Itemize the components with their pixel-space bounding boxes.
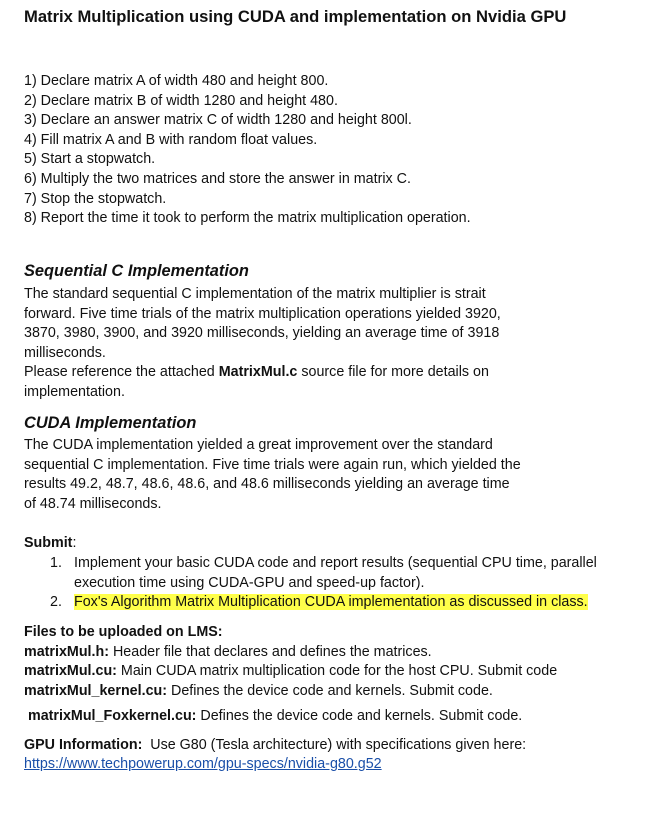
reference-line (24, 363, 544, 383)
cuda-paragraph (24, 436, 544, 514)
submit-label: Submit (24, 535, 73, 551)
list-item: 3) Declare an answer matrix C of width 1280 and height 800l. (24, 112, 412, 129)
file-desc: Main CUDA matrix multiplication code for the host CPU. Submit code (116, 663, 558, 680)
list-item: 1) Declare matrix A of width 480 and height 800. (24, 73, 329, 89)
paragraph-line: 3870, 3980, 3900, and 3920 milliseconds, yielding an average time of 3918 (24, 325, 500, 342)
paragraph-line: sequential C implementation. Five time trials were again run, which yielded the (24, 456, 521, 473)
steps-list (24, 72, 471, 229)
list-item-line: Implement your basic CUDA code and report results (sequential CPU time, parallel (74, 555, 597, 571)
list-item: 4) Fill matrix A and B with random float values. (24, 131, 318, 148)
paragraph-line: The CUDA implementation yielded a great improvement over the standard (24, 437, 493, 453)
file-desc: Defines the device code and kernels. Submit code. (167, 682, 493, 699)
paragraph-line: results 49.2, 48.7, 48.6, 48.6, and 48.6 milliseconds yielding an average time (24, 476, 510, 493)
sequential-heading: Sequential C Implementation (24, 262, 249, 280)
list-number: 2. (50, 594, 62, 611)
submit-colon: : (72, 535, 77, 551)
gpu-info (24, 736, 526, 756)
file-name: matrixMul_Foxkernel.cu: (28, 708, 197, 725)
file-name: matrixMul.h: (24, 643, 109, 660)
paragraph-line: of 48.74 milliseconds. (24, 495, 162, 512)
highlighted-text: Fox's Algorithm Matrix Multiplication CUDA implementation as discussed in class. (74, 594, 588, 611)
file-desc: Header file that declares and defines the matrices. (109, 643, 432, 660)
cuda-heading: CUDA Implementation (24, 414, 197, 432)
submit-heading (24, 534, 76, 554)
list-item: 8) Report the time it took to perform the matrix multiplication operation. (24, 210, 471, 227)
reference-suffix: source file for more details on (297, 364, 489, 381)
gpu-specs-link[interactable]: https://www.techpowerup.com/gpu-specs/nvidia-g80.g52 (24, 756, 382, 772)
list-item: 6) Multiply the two matrices and store the answer in matrix C. (24, 170, 411, 187)
sequential-paragraph (24, 285, 544, 403)
paragraph-line: milliseconds. (24, 344, 106, 361)
list-item (24, 682, 557, 702)
submit-list (24, 554, 624, 613)
file-name: matrixMul_kernel.cu: (24, 682, 168, 699)
list-item: 2) Declare matrix B of width 1280 and height 480. (24, 92, 338, 109)
list-item: 5) Start a stopwatch. (24, 151, 156, 168)
list-item-line: execution time using CUDA-GPU and speed-up factor). (74, 574, 425, 591)
paragraph-line: implementation. (24, 383, 125, 400)
files-list (24, 623, 557, 727)
paragraph-line: forward. Five time trials of the matrix multiplication operations yielded 3920, (24, 305, 501, 322)
list-item (24, 662, 557, 682)
list-number: 1. (50, 555, 62, 571)
list-item (24, 554, 624, 593)
reference-prefix: Please reference the attached (24, 364, 219, 381)
list-item (24, 707, 557, 727)
reference-file: MatrixMul.c (218, 364, 298, 381)
list-item (24, 643, 557, 663)
file-desc: Defines the device code and kernels. Submit code. (196, 708, 523, 725)
list-item: 7) Stop the stopwatch. (24, 190, 167, 207)
paragraph-line: The standard sequential C implementation of the matrix multiplier is strait (24, 286, 486, 302)
gpu-label: GPU Information: (24, 737, 143, 753)
list-item (24, 593, 624, 613)
files-heading: Files to be uploaded on LMS: (24, 624, 223, 640)
file-name: matrixMul.cu: (24, 663, 117, 680)
page-title: Matrix Multiplication using CUDA and implementation on Nvidia GPU (24, 7, 567, 26)
gpu-text: Use G80 (Tesla architecture) with specifications given here: (142, 737, 527, 753)
